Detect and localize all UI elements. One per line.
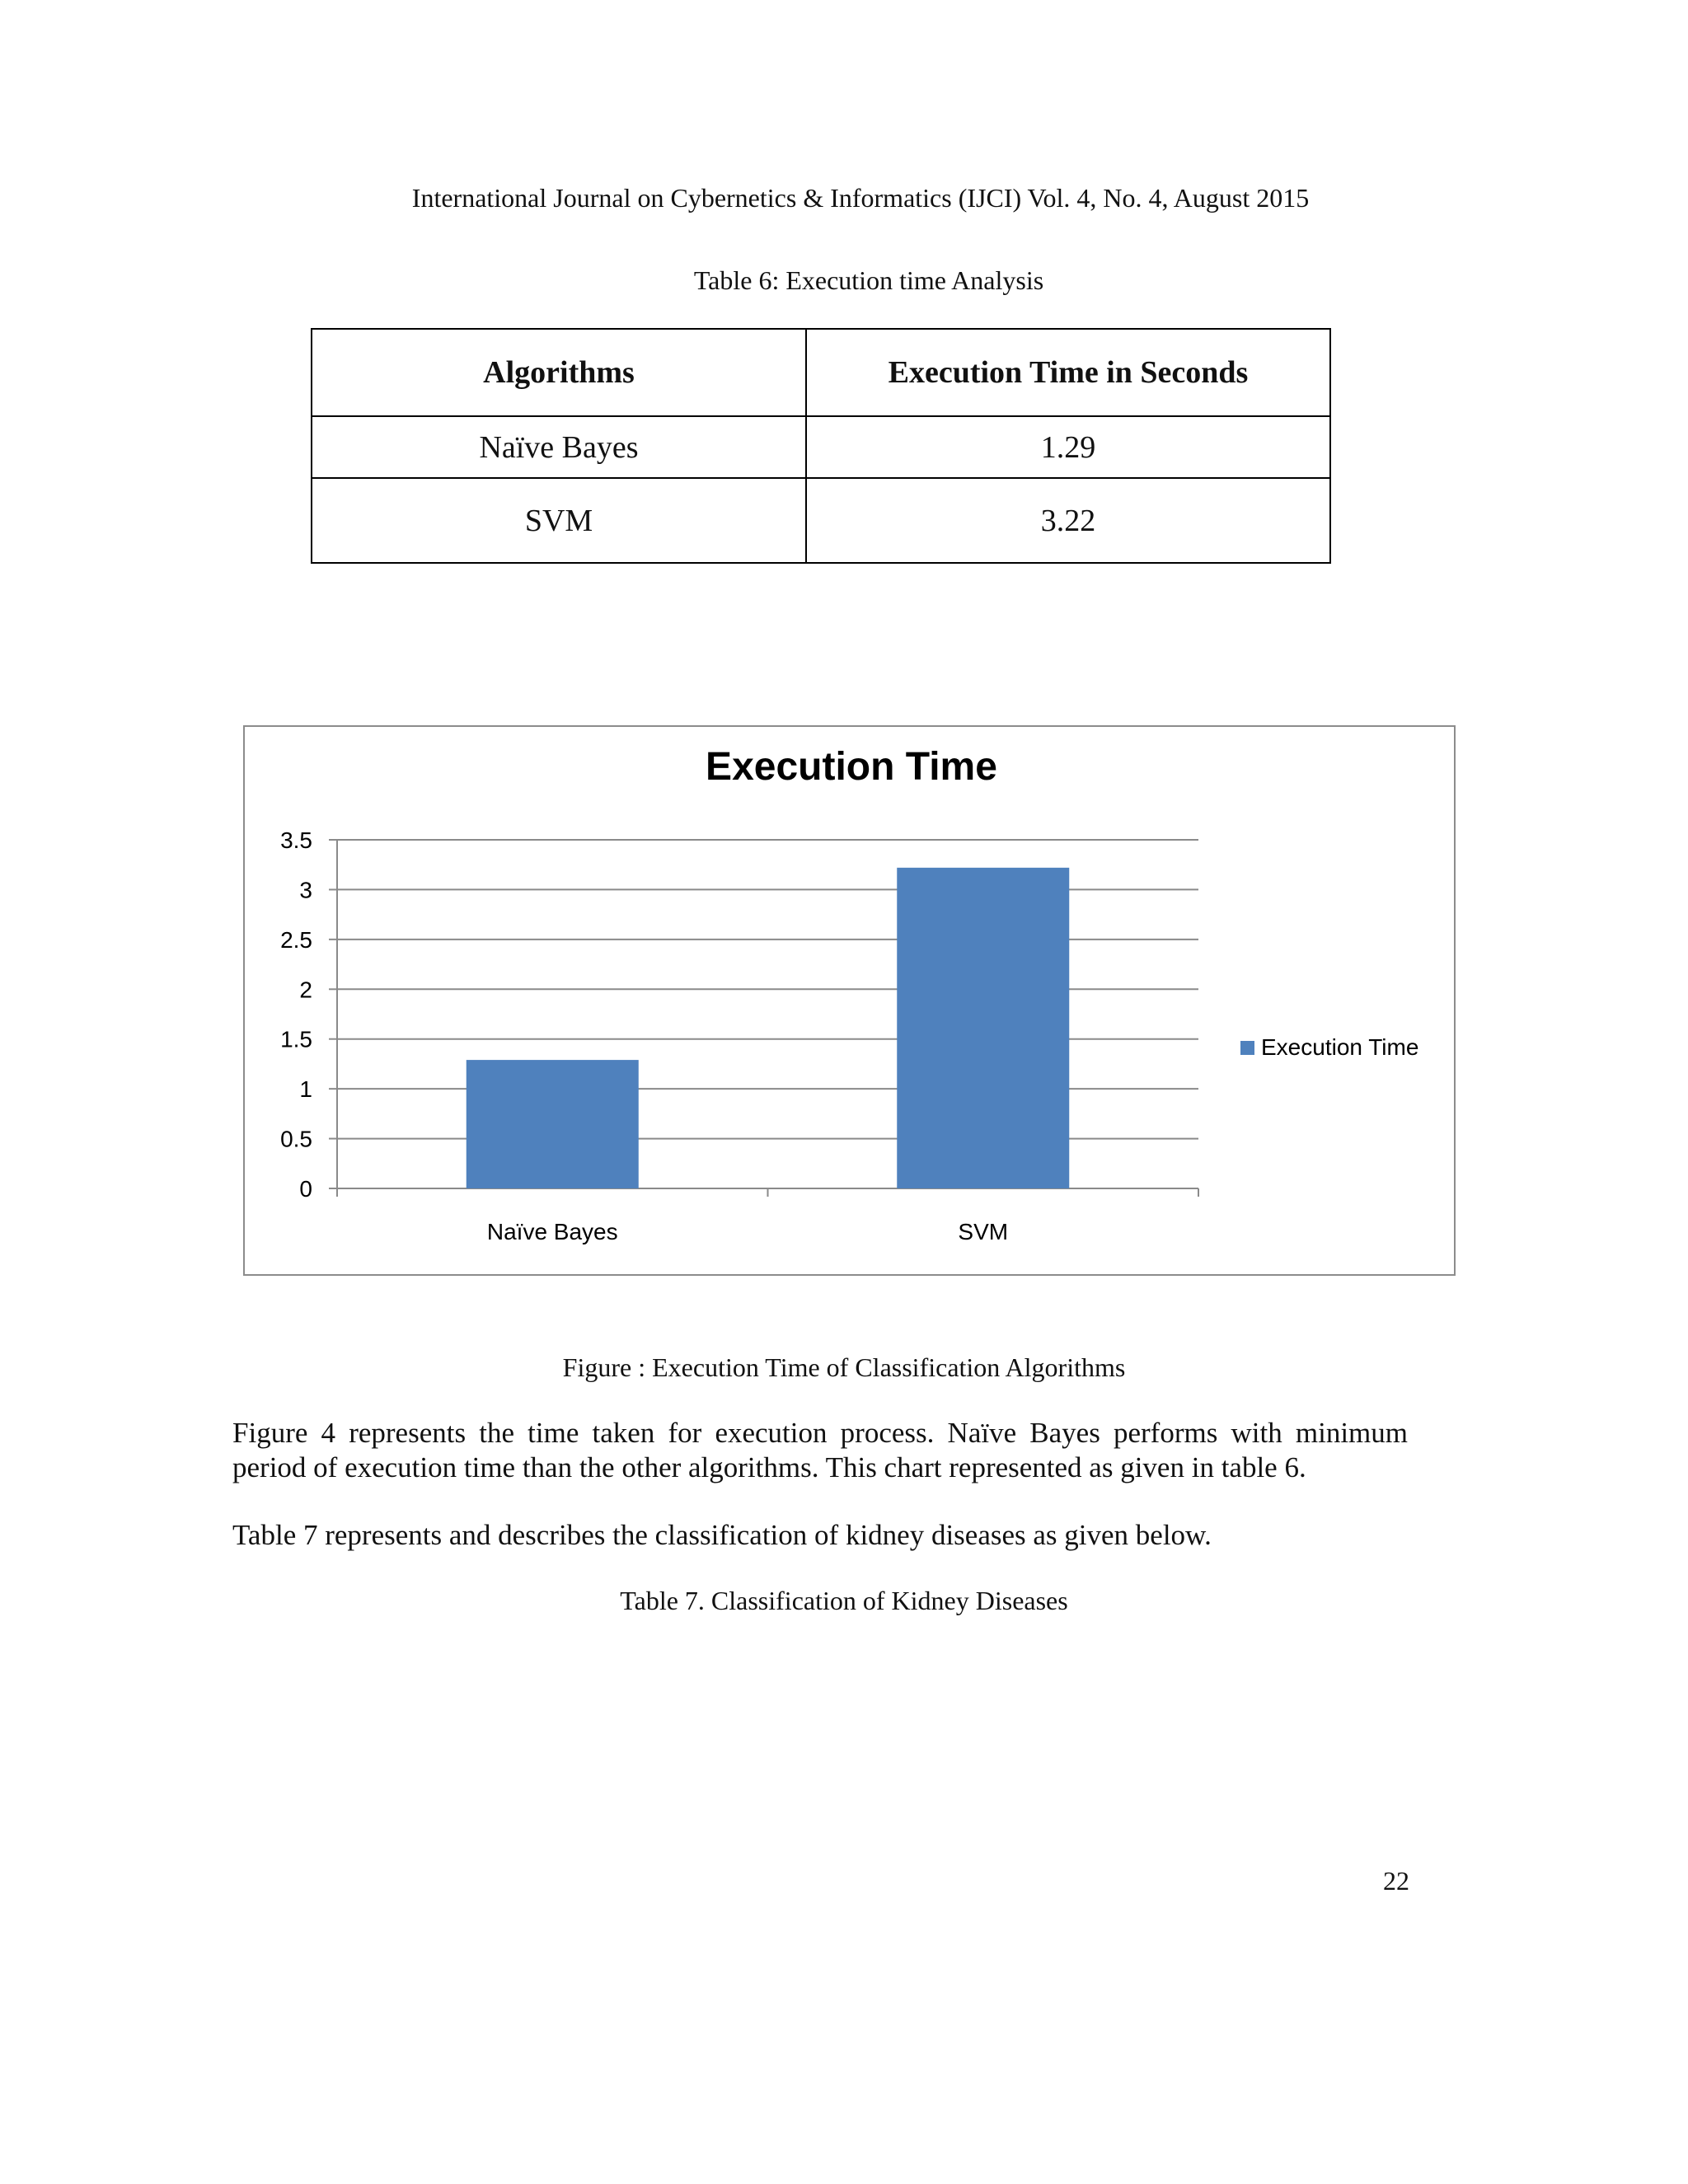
table-cell-algorithm: SVM [312,478,806,563]
table7-caption: Table 7. Classification of Kidney Diseases [620,1586,1068,1615]
y-tick-label: 0 [299,1176,312,1202]
table-row [312,478,1330,563]
figure-caption: Figure : Execution Time of Classification Algorithms [562,1352,1126,1382]
execution-time-table [311,328,1331,564]
chart-canvas [245,727,1454,1274]
x-tick-label: SVM [958,1219,1009,1244]
x-tick-label: Naïve Bayes [486,1219,618,1244]
y-tick-label: 3 [299,877,312,903]
table-cell-time: 3.22 [806,478,1330,563]
journal-header: International Journal on Cybernetics & Informatics (IJCI) Vol. 4, No. 4, August 2015 [411,183,1310,213]
page-number: 22 [1383,1866,1409,1896]
execution-time-chart [243,725,1456,1276]
bar [467,1060,639,1188]
chart-title: Execution Time [706,745,997,789]
table-header-execution-time: Execution Time in Seconds [806,329,1330,416]
y-tick-label: 2.5 [280,926,312,953]
y-tick-label: 2 [299,977,312,1003]
bar [897,868,1069,1188]
table-header-algorithms: Algorithms [312,329,806,416]
body-paragraph-2: Table 7 represents and describes the classification of kidney diseases as given below. [232,1519,1212,1551]
y-tick-label: 1 [299,1076,312,1103]
table-row [312,416,1330,478]
table6-caption: Table 6: Execution time Analysis [693,265,1044,295]
legend-label: Execution Time [1261,1034,1419,1060]
y-tick-label: 1.5 [280,1026,312,1052]
table-cell-algorithm: Naïve Bayes [312,416,806,478]
y-tick-label: 0.5 [280,1126,312,1152]
table-cell-time: 1.29 [806,416,1330,478]
body-paragraph-1: Figure 4 represents the time taken for execution process. Naïve Bayes performs with minimum period of execution time than the other algorithms. This chart represented as given in table 6. [232,1417,1408,1483]
y-tick-label: 3.5 [280,827,312,853]
legend-swatch [1240,1041,1254,1055]
